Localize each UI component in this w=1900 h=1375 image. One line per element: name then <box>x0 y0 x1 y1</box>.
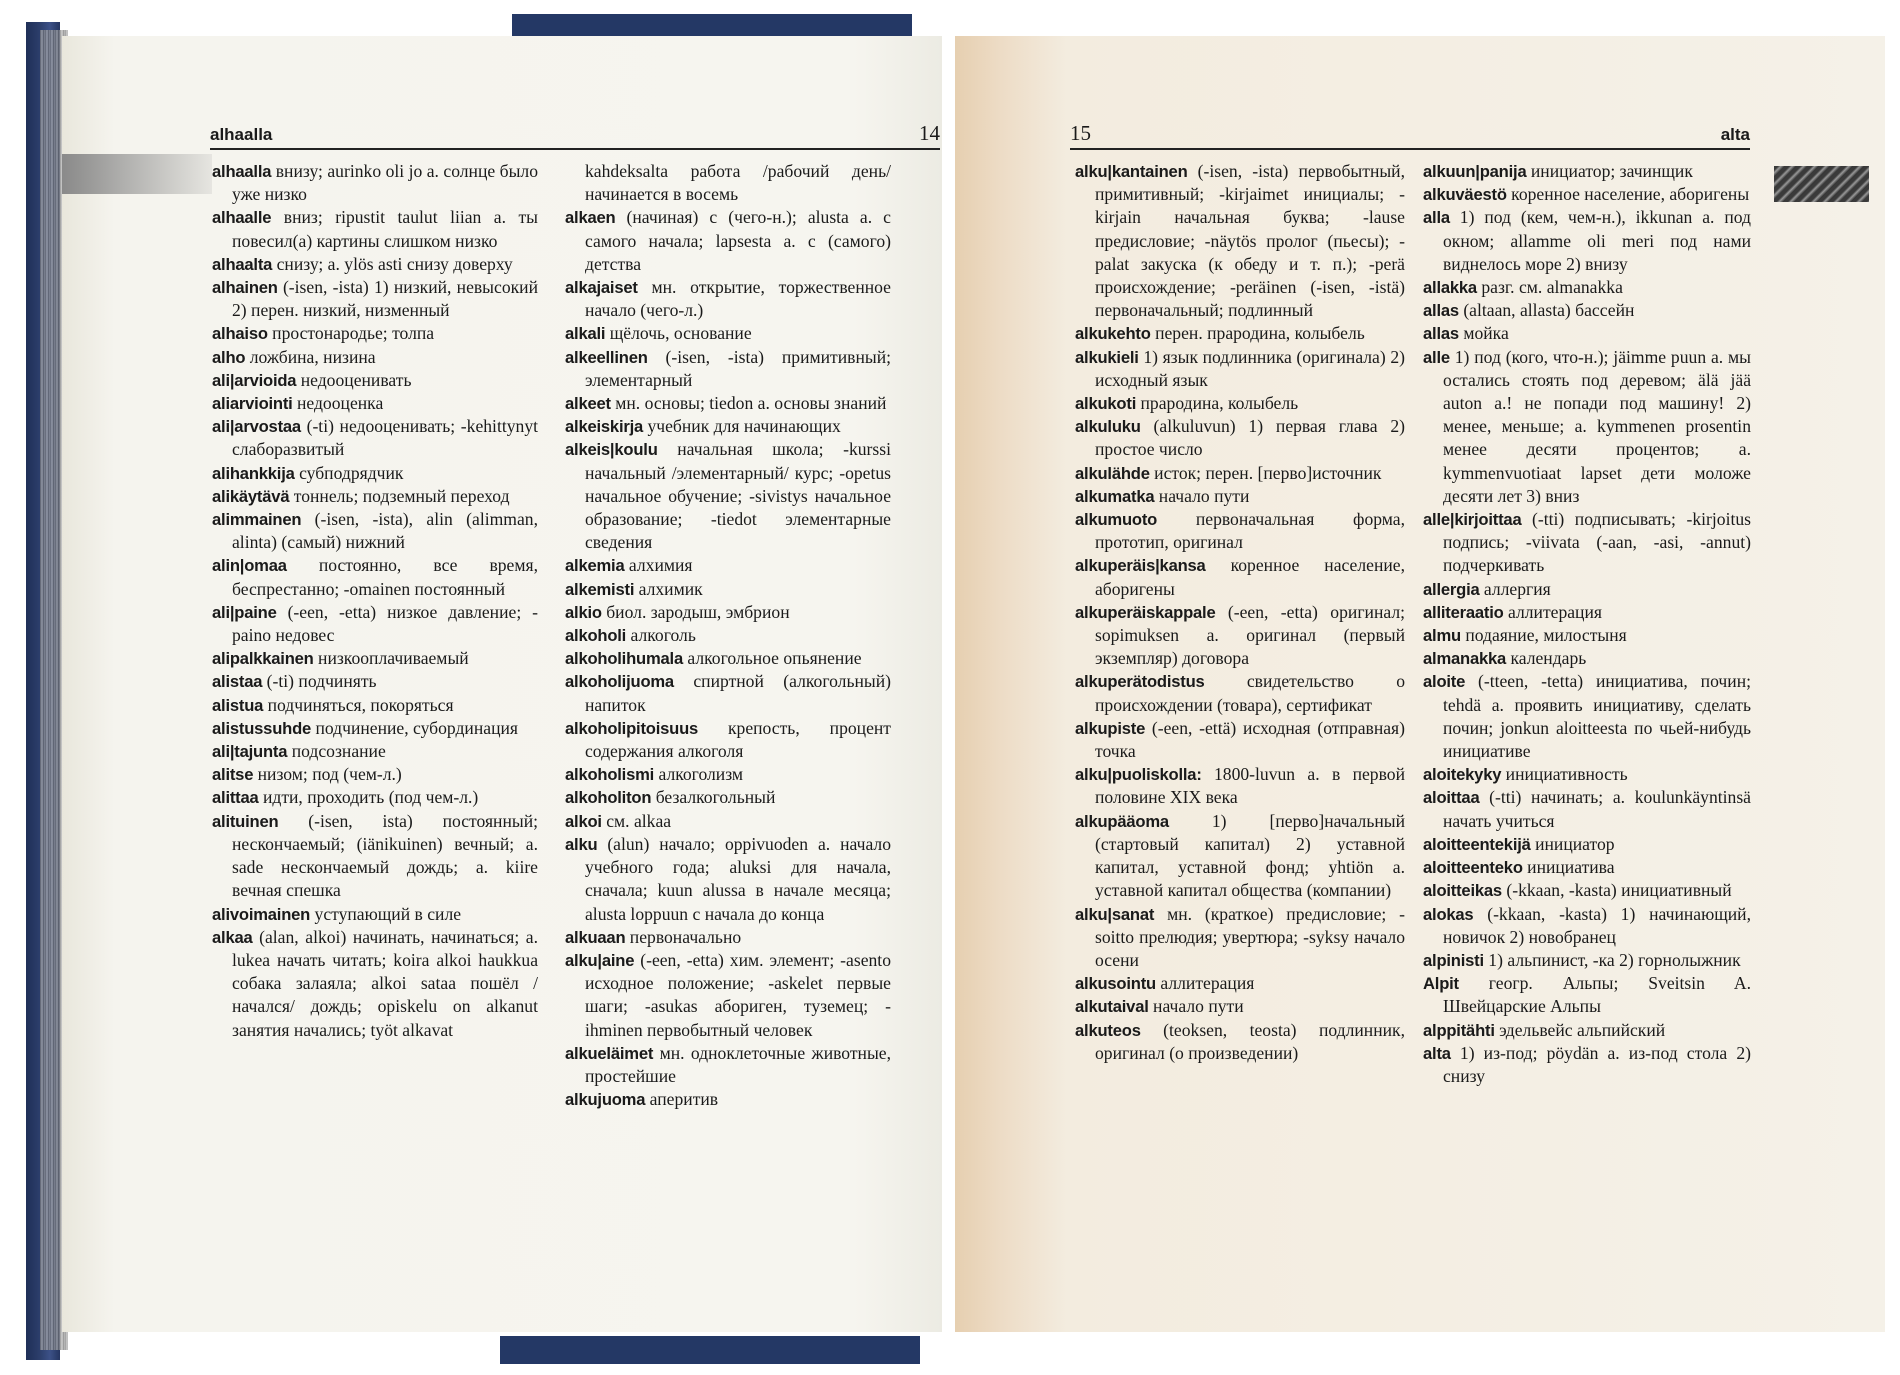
entry-definition: подчиняться, покоряться <box>263 694 454 715</box>
entry-headword: ali|tajunta <box>212 742 288 762</box>
entry-headword: allergia <box>1423 579 1480 599</box>
dictionary-entry <box>212 206 538 252</box>
dictionary-entry <box>1075 346 1405 392</box>
entry-definition: см. alkaa <box>601 810 672 831</box>
entry-headword: alitse <box>212 765 254 785</box>
dictionary-entry <box>1423 276 1751 299</box>
dictionary-entry <box>1075 322 1405 345</box>
entry-definition: инициатива <box>1522 857 1615 878</box>
dictionary-entry <box>212 810 538 903</box>
dictionary-entry <box>565 1042 891 1088</box>
entry-definition: недооценка <box>292 393 384 414</box>
entry-definition: мн. одноклеточные животные, простейшие <box>585 1042 891 1086</box>
entry-headword: alkuluku <box>1075 417 1141 437</box>
entry-definition: аперитив <box>645 1089 719 1110</box>
dictionary-entry <box>565 578 891 601</box>
dictionary-entry <box>1075 160 1405 322</box>
entry-definition: биол. зародыш, эмбрион <box>601 601 790 622</box>
dictionary-entry <box>565 322 891 345</box>
entry-definition: начальная школа; -kurssi начальный /элементарный/ курс; -opetus начальное обучение; -sivistys начальное образование; -tiedot элементарные сведения <box>585 439 891 553</box>
entry-headword: alkoi <box>565 811 602 831</box>
dictionary-entry <box>1423 578 1751 601</box>
dictionary-entry <box>212 276 538 322</box>
entry-definition: аллергия <box>1479 578 1551 599</box>
entry-headword: alkupiste <box>1075 718 1146 738</box>
dictionary-entry <box>212 253 538 276</box>
entry-definition: свидетельство о происхождении (товара), сертификат <box>1095 671 1405 715</box>
dictionary-entry <box>1423 624 1751 647</box>
entry-headword: alhaalla <box>212 162 272 181</box>
entry-headword: alkemisti <box>565 579 635 599</box>
dictionary-entry <box>1075 1019 1405 1065</box>
entry-headword: aloitekyky <box>1423 765 1502 785</box>
entry-definition: (-een, -etta) хим. элемент; -asento исходное положение; -askelet первые шаги; -asukas абориген, туземец; -ihminen первобытный человек <box>585 949 891 1040</box>
dictionary-entry <box>1075 601 1405 671</box>
entry-definition: (alun) начало; oppivuoden a. начало учебного года; aluksi для начала, сначала; kuun alussa в начале месяца; alusta loppuun с начала до конца <box>585 833 891 924</box>
entry-definition: (-isen, -ista) первобытный, примитивный; -kirjaimet инициалы; -kirjain начальная буква; -lause предисловие; -näytös пролог (пьесы); -palat закуска (к обеду и т. п.); -perä происхождение; -peräinen (-isen, -istä) первоначальный; подлинный <box>1095 161 1405 321</box>
entry-definition: идти, проходить (под чем-л.) <box>258 787 479 808</box>
entry-headword: alku|kantainen <box>1075 162 1188 181</box>
dictionary-entry <box>212 322 538 345</box>
dictionary-entry <box>212 160 538 206</box>
entry-definition: (altaan, allasta) бассейн <box>1458 300 1635 321</box>
entry-definition: геогр. Альпы; Sveitsin A. Швейцарские Альпы <box>1443 973 1751 1017</box>
dictionary-entry <box>565 276 891 322</box>
entry-headword: alkio <box>565 602 602 622</box>
entry-headword: alkutaival <box>1075 997 1149 1017</box>
entry-headword: alhaalle <box>212 208 272 228</box>
dictionary-entry <box>212 601 538 647</box>
entry-headword: alkaa <box>212 927 253 947</box>
entry-headword: alkoholiton <box>565 788 652 808</box>
entry-definition: инициатор <box>1530 833 1615 854</box>
entry-headword: alta <box>1423 1043 1451 1063</box>
entry-definition: безалкогольный <box>651 787 776 808</box>
page-number: 14 <box>919 121 940 145</box>
entry-definition: щёлочь, основание <box>605 323 752 344</box>
dictionary-column <box>1423 160 1751 1088</box>
entry-headword: alkulähde <box>1075 463 1150 483</box>
dictionary-column <box>1075 160 1405 1065</box>
entry-headword: alin|omaa <box>212 556 287 576</box>
entry-definition: 1800-luvun a. в первой половине XIX века <box>1095 764 1405 808</box>
entry-headword: alkusointu <box>1075 974 1156 994</box>
dictionary-entry <box>1423 346 1751 508</box>
dictionary-entry <box>212 508 538 554</box>
entry-definition: (teoksen, teosta) подлинник, оригинал (о произведении) <box>1095 1019 1405 1063</box>
thumb-index-mark <box>62 154 212 194</box>
dictionary-entry <box>565 833 891 926</box>
dictionary-entry <box>212 415 538 461</box>
entry-definition: коренное население, аборигены <box>1095 555 1405 599</box>
dictionary-entry <box>1423 299 1751 322</box>
entry-definition: подаяние, милостыня <box>1460 625 1627 646</box>
entry-headword: alho <box>212 347 246 367</box>
dictionary-entry <box>1423 183 1751 206</box>
entry-headword: alistaa <box>212 672 263 692</box>
entry-definition: 1) альпинист, -ка 2) горнолыжник <box>1483 949 1741 970</box>
entry-headword: aloitteentekijä <box>1423 834 1531 854</box>
entry-definition: 1) под (кого, что-н.); jäimme puun a. мы остались стоять под деревом; älä jää auton a.! не попади под машину! 2) менее, меньше; a. kymmenen prosentin менее десяти процентов; a. kymmenvuotiaat lapset дети моложе десяти лет 3) вниз <box>1443 346 1751 506</box>
dictionary-entry <box>565 206 891 276</box>
dictionary-entry <box>565 926 891 949</box>
entry-definition: простонародье; толпа <box>267 323 435 344</box>
entry-headword: aliarviointi <box>212 394 293 414</box>
entry-headword: alistussuhde <box>212 718 312 738</box>
entry-definition: алхимик <box>634 578 703 599</box>
dictionary-entry <box>1423 786 1751 832</box>
entry-headword: alokas <box>1423 904 1474 924</box>
dictionary-entry <box>212 740 538 763</box>
entry-definition: начало пути <box>1148 996 1244 1017</box>
entry-definition: календарь <box>1506 648 1587 669</box>
entry-headword: alkukehto <box>1075 324 1151 344</box>
dictionary-entry <box>1423 322 1751 345</box>
entry-definition: снизу; a. ylös asti снизу доверху <box>272 253 513 274</box>
entry-definition: аллитерация <box>1503 601 1602 622</box>
dictionary-entry <box>212 462 538 485</box>
dictionary-entry <box>1423 833 1751 856</box>
entry-definition: вниз; ripustit taulut liian a. ты повесил(а) картины слишком низко <box>232 207 538 251</box>
entry-definition: коренное население, аборигены <box>1506 184 1750 205</box>
entry-definition: (alan, alkoi) начинать, начинаться; a. lukea начать читать; koira alkoi haukkua собака залаяла; alkoi sataa пошёл /начался/ дождь; opiskelu on alkanut занятия начались; työt alkavat <box>232 926 538 1040</box>
entry-headword: alku <box>565 834 598 854</box>
dictionary-entry <box>565 554 891 577</box>
dictionary-entry <box>1075 995 1405 1018</box>
entry-definition: (начиная) с (чего-н.); alusta a. с самого начала; lapsesta a. с (самого) детства <box>585 207 891 274</box>
entry-definition: (-tteen, -tetta) инициатива, почин; tehdä a. проявить инициативу, сделать почин; jonkun aloitteesta по чьей-нибудь инициативе <box>1443 671 1751 762</box>
dictionary-entry <box>565 810 891 833</box>
dictionary-entry <box>565 346 891 392</box>
entry-headword: alkuperätodistus <box>1075 672 1205 692</box>
dictionary-entry <box>1075 554 1405 600</box>
entry-headword: alle <box>1423 347 1450 367</box>
entry-headword: alihankkija <box>212 463 295 483</box>
entry-definition: исток; перен. [перво]источник <box>1149 462 1382 483</box>
entry-definition: прародина, колыбель <box>1136 393 1299 414</box>
dictionary-column <box>565 160 891 1111</box>
entry-definition: низкооплачиваемый <box>313 648 469 669</box>
dictionary-entry <box>565 624 891 647</box>
dictionary-entry <box>212 763 538 786</box>
entry-headword: alkujuoma <box>565 1090 646 1110</box>
entry-headword: alkuperäiskappale <box>1075 602 1216 622</box>
dictionary-entry <box>1423 601 1751 624</box>
entry-definition: алхимия <box>624 555 693 576</box>
entry-definition: субподрядчик <box>294 462 404 483</box>
dictionary-entry <box>565 160 891 206</box>
entry-headword: alkupääoma <box>1075 811 1169 831</box>
dictionary-entry <box>212 694 538 717</box>
dictionary-entry <box>565 601 891 624</box>
entry-definition: мн. открытие, торжественное начало (чего-л.) <box>585 277 891 321</box>
entry-definition: постоянно, все время, беспрестанно; -omainen постоянный <box>232 555 538 599</box>
left-page <box>62 36 942 1332</box>
entry-definition: разг. см. almanakka <box>1476 277 1623 298</box>
running-head-right <box>1070 114 1750 150</box>
dictionary-entry <box>1423 879 1751 902</box>
dictionary-entry <box>212 717 538 740</box>
entry-definition: (-tti) подписывать; -kirjoitus подпись; -viivata (-aan, -asi, -annut) подчеркивать <box>1443 509 1751 576</box>
entry-definition: мн. (краткое) предисловие; -soitto прелюдия; увертюра; -syksy начало осени <box>1095 903 1405 970</box>
book-cover-bottom-edge <box>500 1336 920 1364</box>
entry-headword: ali|arvioida <box>212 370 297 390</box>
entry-definition: первоначально <box>625 926 742 947</box>
dictionary-entry <box>1423 508 1751 578</box>
dictionary-entry <box>1075 485 1405 508</box>
entry-headword: alpinisti <box>1423 950 1484 970</box>
entry-headword: allakka <box>1423 278 1477 298</box>
dictionary-entry <box>1075 810 1405 903</box>
dictionary-entry <box>1075 972 1405 995</box>
entry-headword: almanakka <box>1423 649 1507 669</box>
entry-definition: (-isen, -ista), alin (alimman, alinta) (самый) нижний <box>232 509 538 553</box>
entry-headword: alkuteos <box>1075 1020 1141 1040</box>
entry-headword: alkajaiset <box>565 278 638 298</box>
dictionary-entry <box>565 763 891 786</box>
entry-headword: ali|paine <box>212 602 277 622</box>
entry-headword: alistua <box>212 695 264 715</box>
entry-definition: (-ti) подчинять <box>262 671 377 692</box>
entry-headword: Alpit <box>1423 974 1459 994</box>
dictionary-entry <box>1423 647 1751 670</box>
entry-definition: спиртной (алкогольный) напиток <box>585 671 891 715</box>
entry-definition: учебник для начинающих <box>643 416 841 437</box>
entry-definition: мн. основы; tiedon a. основы знаний <box>610 393 887 414</box>
entry-definition: (-een, -että) исходная (отправная) точка <box>1095 717 1405 762</box>
entry-definition: (-isen, -ista) примитивный; элементарный <box>585 346 891 390</box>
entry-headword: alkoholihumala <box>565 649 683 669</box>
dictionary-entry <box>1075 462 1405 485</box>
entry-headword: alkukieli <box>1075 347 1139 367</box>
entry-headword: alkumuoto <box>1075 510 1158 530</box>
entry-headword: aloitteikas <box>1423 881 1502 901</box>
entry-headword: alituinen <box>212 811 279 831</box>
dictionary-entry <box>212 926 538 1042</box>
entry-definition: подсознание <box>287 741 386 762</box>
entry-headword: alla <box>1423 208 1450 228</box>
entry-definition: (-isen, -ista) 1) низкий, невысокий 2) перен. низкий, низменный <box>232 277 538 321</box>
dictionary-entry <box>1075 670 1405 716</box>
entry-headword: alkoholismi <box>565 765 655 785</box>
dictionary-entry <box>1423 670 1751 763</box>
entry-definition: тоннель; подземный переход <box>289 485 510 506</box>
page-number: 15 <box>1070 121 1091 145</box>
entry-definition: внизу; aurinko oli jo a. солнце было уже низко <box>232 161 538 205</box>
dictionary-entry <box>1423 1019 1751 1042</box>
entry-definition: уступающий в силе <box>310 903 462 924</box>
entry-headword: alppitähti <box>1423 1020 1495 1040</box>
entry-definition: kahdeksalta работа /рабочий день/ начинается в восемь <box>585 161 891 205</box>
entry-definition: 1) из-под; pöydän a. из-под стола 2) снизу <box>1443 1042 1751 1086</box>
entry-headword: alkoholijuoma <box>565 672 674 692</box>
entry-definition: (-kkaan, -kasta) 1) начинающий, новичок 2) новобранец <box>1443 903 1751 947</box>
dictionary-entry <box>212 346 538 369</box>
entry-definition: первоначальная форма, прототип, оригинал <box>1095 509 1405 553</box>
entry-definition: ложбина, низина <box>245 346 376 367</box>
entry-headword: alipalkkainen <box>212 649 314 669</box>
entry-headword: alkeellinen <box>565 347 648 367</box>
dictionary-entry <box>212 392 538 415</box>
dictionary-entry <box>212 369 538 392</box>
entry-headword: alliteraatio <box>1423 602 1504 622</box>
entry-headword: alhainen <box>212 278 278 298</box>
entry-headword: alkeiskirja <box>565 417 644 437</box>
dictionary-entry <box>565 1088 891 1111</box>
entry-definition: крепость, процент содержания алкоголя <box>585 717 891 762</box>
entry-headword: alkuperäis|kansa <box>1075 556 1206 576</box>
entry-definition: алкогольное опьянение <box>683 648 862 669</box>
thumb-index-ornament <box>1774 166 1869 202</box>
entry-headword: ali|arvostaa <box>212 417 301 437</box>
dictionary-entry <box>565 415 891 438</box>
right-page <box>955 36 1885 1332</box>
dictionary-entry <box>565 786 891 809</box>
entry-headword: allas <box>1423 301 1459 321</box>
dictionary-entry <box>1075 763 1405 809</box>
dictionary-entry <box>565 717 891 763</box>
entry-headword: alivoimainen <box>212 904 311 924</box>
running-head-word: alhaalla <box>210 125 273 144</box>
dictionary-entry <box>1075 717 1405 763</box>
dictionary-entry <box>565 647 891 670</box>
entry-definition: (-isen, ista) постоянный; нескончаемый; (iänikuinen) вечный; a. sade нескончаемый дождь; a. kiire вечная спешка <box>232 810 538 901</box>
entry-definition: мойка <box>1458 323 1509 344</box>
dictionary-entry <box>565 670 891 716</box>
entry-headword: aloite <box>1423 672 1466 692</box>
dictionary-entry <box>565 392 891 415</box>
entry-headword: alkoholipitoisuus <box>565 718 699 738</box>
entry-definition: (-een, -etta) низкое давление; -paino недовес <box>232 601 538 646</box>
entry-definition: эдельвейс альпийский <box>1494 1019 1666 1040</box>
entry-headword: alkoholi <box>565 626 627 646</box>
entry-definition: аллитерация <box>1155 973 1255 994</box>
entry-definition: перен. прародина, колыбель <box>1150 323 1365 344</box>
dictionary-entry <box>1423 1042 1751 1088</box>
dictionary-entry <box>212 786 538 809</box>
entry-headword: alkuun|panija <box>1423 162 1527 181</box>
entry-headword: alhaiso <box>212 324 268 344</box>
entry-headword: almu <box>1423 626 1461 646</box>
dictionary-entry <box>1423 763 1751 786</box>
dictionary-entry <box>1075 508 1405 554</box>
dictionary-column <box>212 160 538 1042</box>
entry-definition: инициатор; зачинщик <box>1526 161 1693 181</box>
entry-definition: (-ti) недооценивать; -kehittynyt слаборазвитый <box>232 416 538 460</box>
dictionary-entry <box>212 647 538 670</box>
entry-headword: alku|puoliskolla: <box>1075 765 1202 785</box>
entry-definition: алкоголь <box>626 625 696 646</box>
entry-headword: alkuväestö <box>1423 185 1507 205</box>
dictionary-entry <box>1075 392 1405 415</box>
entry-headword: alimmainen <box>212 510 302 530</box>
entry-headword: alkemia <box>565 556 625 576</box>
entry-definition: (alkuluvun) 1) первая глава 2) простое число <box>1095 416 1405 460</box>
dictionary-entry <box>212 903 538 926</box>
dictionary-entry <box>1075 415 1405 461</box>
dictionary-entry <box>212 485 538 508</box>
dictionary-entry <box>1423 206 1751 276</box>
entry-definition: 1) [перво]начальный (стартовый капитал) 2) уставной капитал, уставной фонд; yhtiön a. уставной капитал общества (компании) <box>1095 810 1405 901</box>
entry-definition: недооценивать <box>296 369 412 390</box>
entry-headword: alku|aine <box>565 950 635 970</box>
dictionary-entry <box>212 670 538 693</box>
entry-headword: alkumatka <box>1075 486 1155 506</box>
dictionary-entry <box>1423 903 1751 949</box>
entry-headword: alkeis|koulu <box>565 440 658 460</box>
entry-headword: alkali <box>565 324 606 344</box>
dictionary-entry <box>565 949 891 1042</box>
entry-definition: подчинение, субординация <box>311 717 518 738</box>
entry-headword: alkuaan <box>565 927 626 947</box>
entry-definition: 1) под (кем, чем-н.), ikkunan a. под окном; allamme oli meri под нами виднелось море 2) внизу <box>1443 207 1751 274</box>
entry-headword: aloitteenteko <box>1423 858 1523 878</box>
entry-headword: alhaalta <box>212 254 273 274</box>
entry-headword: alkukoti <box>1075 394 1137 414</box>
entry-headword: alkaen <box>565 208 616 228</box>
dictionary-entry <box>1423 972 1751 1018</box>
dictionary-entry <box>1423 856 1751 879</box>
dictionary-entry <box>1423 949 1751 972</box>
dictionary-entry <box>1423 160 1751 183</box>
entry-definition: (-kkaan, -kasta) инициативный <box>1501 880 1732 901</box>
entry-definition: 1) язык подлинника (оригинала) 2) исходный язык <box>1095 346 1405 390</box>
entry-headword: alle|kirjoittaa <box>1423 510 1522 530</box>
entry-definition: инициативность <box>1501 764 1628 785</box>
entry-headword: allas <box>1423 324 1459 344</box>
entry-headword: alku|sanat <box>1075 904 1155 924</box>
dictionary-entry <box>1075 903 1405 973</box>
running-head-left <box>210 114 940 150</box>
entry-definition: (-een, -etta) оригинал; sopimuksen a. оригинал (первый экземпляр) договора <box>1095 601 1405 669</box>
entry-headword: aloittaa <box>1423 788 1480 808</box>
entry-definition: начало пути <box>1154 485 1250 506</box>
entry-definition: (-tti) начинать; a. koulunkäyntinsä начать учиться <box>1443 787 1751 831</box>
entry-headword: alkeet <box>565 394 611 414</box>
running-head-word: alta <box>1720 125 1750 144</box>
entry-definition: низом; под (чем-л.) <box>253 764 402 785</box>
dictionary-entry <box>212 554 538 600</box>
entry-headword: alkueläimet <box>565 1043 654 1063</box>
dictionary-entry <box>565 438 891 554</box>
entry-headword: alittaa <box>212 788 259 808</box>
entry-definition: алкоголизм <box>654 764 744 785</box>
entry-headword: alikäytävä <box>212 486 290 506</box>
